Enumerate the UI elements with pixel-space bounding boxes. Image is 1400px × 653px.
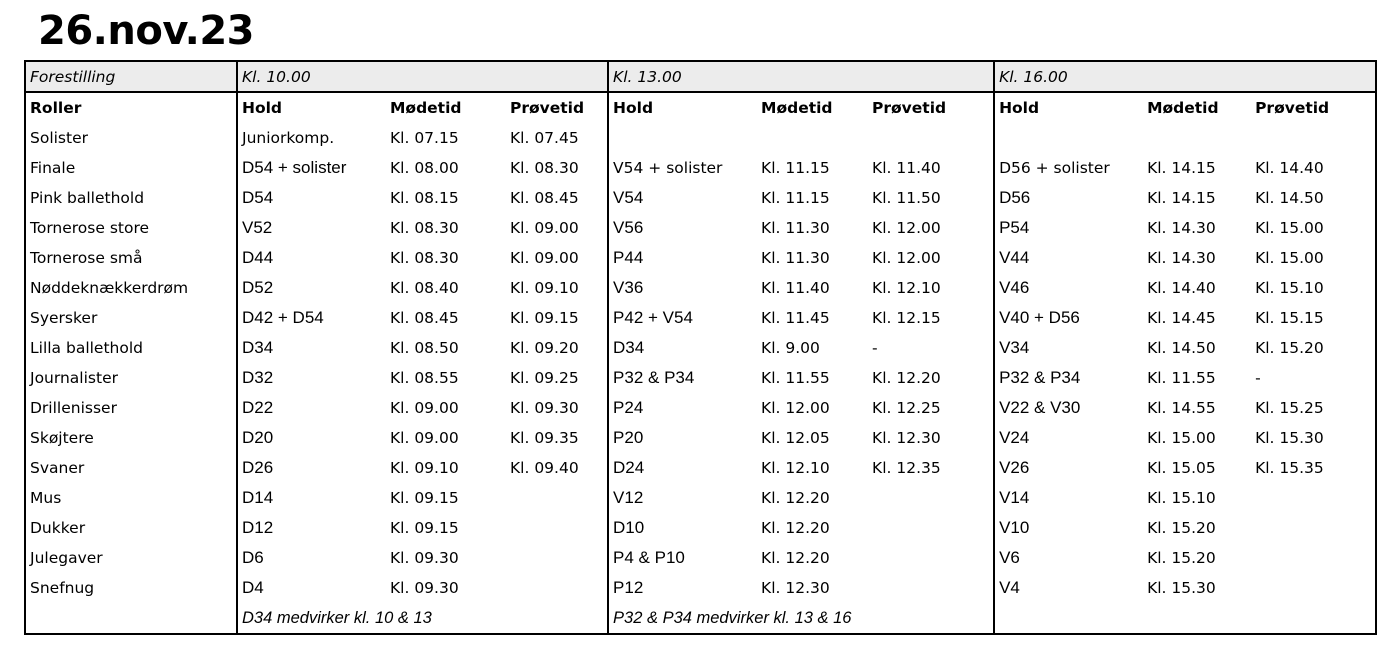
role-cell: Nøddeknækkerdrøm xyxy=(30,279,189,297)
column-header-row xyxy=(25,92,1376,123)
meeting-time-cell: Kl. 14.15 xyxy=(1147,159,1216,177)
team-cell: V12 xyxy=(608,483,757,513)
team-cell: D34 xyxy=(237,333,386,363)
meeting-time-cell: Kl. 14.45 xyxy=(1147,309,1216,327)
show-time-3: Kl. 16.00 xyxy=(994,61,1376,92)
rehearsal-time-cell: Kl. 09.00 xyxy=(510,249,579,267)
meeting-header: Mødetid xyxy=(390,99,462,117)
table-row xyxy=(25,243,1376,273)
rehearsal-time-cell: Kl. 12.25 xyxy=(872,399,941,417)
meeting-time-cell: Kl. 11.15 xyxy=(761,159,830,177)
meeting-time-cell: Kl. 14.15 xyxy=(1147,189,1216,207)
rehearsal-time-cell xyxy=(506,543,608,573)
meeting-time-cell: Kl. 12.10 xyxy=(761,459,830,477)
rehearsal-time-cell: Kl. 09.25 xyxy=(510,369,579,387)
rehearsal-time-cell: Kl. 12.30 xyxy=(872,429,941,447)
team-cell xyxy=(608,123,757,153)
role-cell: Mus xyxy=(30,489,62,507)
table-row xyxy=(25,513,1376,543)
table-row xyxy=(25,573,1376,603)
rehearsal-time-cell: Kl. 09.20 xyxy=(510,339,579,357)
rehearsal-time-cell: Kl. 08.30 xyxy=(510,159,579,177)
team-cell: V52 xyxy=(237,213,386,243)
team-cell: V34 xyxy=(994,333,1143,363)
rehearsal-time-cell xyxy=(1251,573,1376,603)
meeting-time-cell: Kl. 11.55 xyxy=(761,369,830,387)
team-cell: D56 xyxy=(994,183,1143,213)
meeting-time-cell: Kl. 11.55 xyxy=(1147,369,1216,387)
meeting-time-cell: Kl. 09.00 xyxy=(390,399,459,417)
rehearsal-time-cell xyxy=(1251,483,1376,513)
meeting-time-cell: Kl. 11.30 xyxy=(761,219,830,237)
notes-row xyxy=(25,603,1376,634)
table-row xyxy=(25,153,1376,183)
table-row xyxy=(25,303,1376,333)
table-row xyxy=(25,183,1376,213)
rehearsal-time-cell: Kl. 08.45 xyxy=(510,189,579,207)
meeting-time-cell: Kl. 09.10 xyxy=(390,459,459,477)
team-cell: D14 xyxy=(237,483,386,513)
team-cell: V36 xyxy=(608,273,757,303)
team-cell: V46 xyxy=(994,273,1143,303)
rehearsal-time-cell xyxy=(868,573,994,603)
role-cell: Dukker xyxy=(30,519,86,537)
meeting-time-cell: Kl. 09.15 xyxy=(390,489,459,507)
team-cell: P4 & P10 xyxy=(608,543,757,573)
role-cell: Skøjtere xyxy=(30,429,94,447)
team-cell: D54 + solister xyxy=(237,153,386,183)
rehearsal-time-cell: Kl. 12.10 xyxy=(872,279,941,297)
rehearsal-time-cell: Kl. 15.15 xyxy=(1255,309,1324,327)
rehearsal-time-cell xyxy=(1251,513,1376,543)
rehearsal-time-cell: Kl. 12.00 xyxy=(872,219,941,237)
meeting-time-cell: Kl. 08.55 xyxy=(390,369,459,387)
team-cell: V22 & V30 xyxy=(994,393,1143,423)
team-cell: P12 xyxy=(608,573,757,603)
rehearsal-time-cell: Kl. 14.50 xyxy=(1255,189,1324,207)
meeting-time-cell: Kl. 07.15 xyxy=(390,129,459,147)
role-cell: Julegaver xyxy=(30,549,103,567)
rehearsal-time-cell xyxy=(506,513,608,543)
meeting-time-cell: Kl. 09.30 xyxy=(390,579,459,597)
meeting-time-cell: Kl. 14.30 xyxy=(1147,249,1216,267)
rehearsal-time-cell: Kl. 09.35 xyxy=(510,429,579,447)
role-cell: Journalister xyxy=(30,369,118,387)
team-cell: P32 & P34 xyxy=(994,363,1143,393)
meeting-time-cell: Kl. 12.30 xyxy=(761,579,830,597)
rehearsal-header: Prøvetid xyxy=(872,99,947,117)
rehearsal-time-cell: - xyxy=(872,339,878,357)
meeting-time-cell: Kl. 11.15 xyxy=(761,189,830,207)
meeting-time-cell: Kl. 08.00 xyxy=(390,159,459,177)
team-cell: V26 xyxy=(994,453,1143,483)
team-cell: D4 xyxy=(237,573,386,603)
role-cell: Drillenisser xyxy=(30,399,117,417)
rehearsal-time-cell: Kl. 12.00 xyxy=(872,249,941,267)
rehearsal-header: Prøvetid xyxy=(510,99,585,117)
team-cell: D10 xyxy=(608,513,757,543)
team-cell: V24 xyxy=(994,423,1143,453)
meeting-time-cell: Kl. 11.45 xyxy=(761,309,830,327)
team-cell: V4 xyxy=(994,573,1143,603)
team-cell xyxy=(994,123,1143,153)
rehearsal-header: Prøvetid xyxy=(1255,99,1330,117)
team-cell: D22 xyxy=(237,393,386,423)
rehearsal-time-cell: Kl. 15.30 xyxy=(1255,429,1324,447)
show-time-2: Kl. 13.00 xyxy=(608,61,994,92)
meeting-time-cell: Kl. 15.00 xyxy=(1147,429,1216,447)
role-cell: Svaner xyxy=(30,459,85,477)
team-cell: P44 xyxy=(608,243,757,273)
meeting-time-cell: Kl. 14.30 xyxy=(1147,219,1216,237)
meeting-time-cell: Kl. 09.30 xyxy=(390,549,459,567)
team-cell: D6 xyxy=(237,543,386,573)
table-row xyxy=(25,333,1376,363)
team-cell: Juniorkomp. xyxy=(237,123,386,153)
meeting-time-cell: Kl. 08.45 xyxy=(390,309,459,327)
role-cell: Syersker xyxy=(30,309,98,327)
rehearsal-time-cell xyxy=(868,543,994,573)
meeting-time-cell: Kl. 12.20 xyxy=(761,519,830,537)
meeting-time-cell xyxy=(757,123,868,153)
team-cell: V40 + D56 xyxy=(994,303,1143,333)
team-cell: P54 xyxy=(994,213,1143,243)
role-cell: Snefnug xyxy=(30,579,95,597)
show-time-1: Kl. 10.00 xyxy=(237,61,608,92)
rehearsal-time-cell xyxy=(868,513,994,543)
team-cell: V10 xyxy=(994,513,1143,543)
meeting-time-cell: Kl. 14.50 xyxy=(1147,339,1216,357)
rehearsal-time-cell: - xyxy=(1255,369,1261,387)
rehearsal-time-cell: Kl. 09.40 xyxy=(510,459,579,477)
rehearsal-time-cell: Kl. 15.35 xyxy=(1255,459,1324,477)
table-row xyxy=(25,273,1376,303)
performance-header-row xyxy=(25,61,1376,92)
rehearsal-time-cell: Kl. 11.50 xyxy=(872,189,941,207)
table-row xyxy=(25,453,1376,483)
team-cell: D20 xyxy=(237,423,386,453)
team-cell: D24 xyxy=(608,453,757,483)
table-row xyxy=(25,483,1376,513)
table-row xyxy=(25,543,1376,573)
rehearsal-time-cell xyxy=(868,123,994,153)
team-cell: D34 xyxy=(608,333,757,363)
table-row xyxy=(25,123,1376,153)
meeting-time-cell: Kl. 08.15 xyxy=(390,189,459,207)
rehearsal-time-cell xyxy=(506,573,608,603)
rehearsal-time-cell: Kl. 09.00 xyxy=(510,219,579,237)
team-cell: V6 xyxy=(994,543,1143,573)
meeting-time-cell: Kl. 11.30 xyxy=(761,249,830,267)
rehearsal-time-cell xyxy=(506,483,608,513)
team-cell: D26 xyxy=(237,453,386,483)
show-note: D34 medvirker kl. 10 & 13 xyxy=(237,603,608,634)
meeting-time-cell: Kl. 08.30 xyxy=(390,219,459,237)
team-cell: D42 + D54 xyxy=(237,303,386,333)
meeting-time-cell: Kl. 11.40 xyxy=(761,279,830,297)
schedule-table xyxy=(24,60,1377,635)
rehearsal-time-cell xyxy=(1251,543,1376,573)
rehearsal-time-cell xyxy=(868,483,994,513)
rehearsal-time-cell: Kl. 12.35 xyxy=(872,459,941,477)
table-row xyxy=(25,363,1376,393)
team-cell: D52 xyxy=(237,273,386,303)
team-cell: V54 + solister xyxy=(608,153,757,183)
rehearsal-time-cell: Kl. 11.40 xyxy=(872,159,941,177)
team-cell: D32 xyxy=(237,363,386,393)
rehearsal-time-cell: Kl. 12.15 xyxy=(872,309,941,327)
meeting-time-cell: Kl. 09.15 xyxy=(390,519,459,537)
meeting-time-cell: Kl. 12.05 xyxy=(761,429,830,447)
meeting-time-cell: Kl. 14.55 xyxy=(1147,399,1216,417)
rehearsal-time-cell: Kl. 09.15 xyxy=(510,309,579,327)
meeting-header: Mødetid xyxy=(761,99,833,117)
role-cell: Tornerose små xyxy=(30,249,143,267)
team-cell: V56 xyxy=(608,213,757,243)
team-cell: P20 xyxy=(608,423,757,453)
meeting-time-cell: Kl. 9.00 xyxy=(761,339,820,357)
show-label: Forestilling xyxy=(25,61,237,92)
team-cell: P42 + V54 xyxy=(608,303,757,333)
empty-cell xyxy=(25,603,237,634)
team-cell: V14 xyxy=(994,483,1143,513)
team-cell: P24 xyxy=(608,393,757,423)
meeting-header: Mødetid xyxy=(1147,99,1219,117)
meeting-time-cell: Kl. 14.40 xyxy=(1147,279,1216,297)
rehearsal-time-cell xyxy=(1251,123,1376,153)
rehearsal-time-cell: Kl. 15.10 xyxy=(1255,279,1324,297)
rehearsal-time-cell: Kl. 15.25 xyxy=(1255,399,1324,417)
rehearsal-time-cell: Kl. 12.20 xyxy=(872,369,941,387)
rehearsal-time-cell: Kl. 09.30 xyxy=(510,399,579,417)
team-header: Hold xyxy=(994,92,1143,123)
meeting-time-cell: Kl. 08.40 xyxy=(390,279,459,297)
meeting-time-cell: Kl. 08.50 xyxy=(390,339,459,357)
meeting-time-cell: Kl. 12.00 xyxy=(761,399,830,417)
roles-header: Roller xyxy=(30,99,82,117)
team-cell: D44 xyxy=(237,243,386,273)
role-cell: Tornerose store xyxy=(30,219,150,237)
rehearsal-time-cell: Kl. 15.00 xyxy=(1255,249,1324,267)
meeting-time-cell: Kl. 15.20 xyxy=(1147,519,1216,537)
team-cell: D54 xyxy=(237,183,386,213)
team-cell: V54 xyxy=(608,183,757,213)
table-row xyxy=(25,423,1376,453)
meeting-time-cell: Kl. 15.10 xyxy=(1147,489,1216,507)
role-cell: Lilla ballethold xyxy=(30,339,143,357)
page-title: 26.nov.23 xyxy=(38,8,254,54)
meeting-time-cell: Kl. 09.00 xyxy=(390,429,459,447)
team-cell: P32 & P34 xyxy=(608,363,757,393)
show-note xyxy=(994,603,1376,634)
team-header: Hold xyxy=(237,92,386,123)
meeting-time-cell: Kl. 08.30 xyxy=(390,249,459,267)
team-header: Hold xyxy=(608,92,757,123)
role-cell: Pink ballethold xyxy=(30,189,145,207)
show-note: P32 & P34 medvirker kl. 13 & 16 xyxy=(608,603,994,634)
meeting-time-cell: Kl. 15.30 xyxy=(1147,579,1216,597)
team-cell: D56 + solister xyxy=(994,153,1143,183)
role-cell: Finale xyxy=(30,159,76,177)
table-row xyxy=(25,393,1376,423)
rehearsal-time-cell: Kl. 07.45 xyxy=(510,129,579,147)
team-cell: V44 xyxy=(994,243,1143,273)
rehearsal-time-cell: Kl. 14.40 xyxy=(1255,159,1324,177)
meeting-time-cell: Kl. 12.20 xyxy=(761,489,830,507)
meeting-time-cell: Kl. 12.20 xyxy=(761,549,830,567)
meeting-time-cell: Kl. 15.20 xyxy=(1147,549,1216,567)
rehearsal-time-cell: Kl. 15.00 xyxy=(1255,219,1324,237)
meeting-time-cell: Kl. 15.05 xyxy=(1147,459,1216,477)
rehearsal-time-cell: Kl. 15.20 xyxy=(1255,339,1324,357)
table-row xyxy=(25,213,1376,243)
role-cell: Solister xyxy=(30,129,88,147)
team-cell: D12 xyxy=(237,513,386,543)
meeting-time-cell xyxy=(1143,123,1251,153)
rehearsal-time-cell: Kl. 09.10 xyxy=(510,279,579,297)
